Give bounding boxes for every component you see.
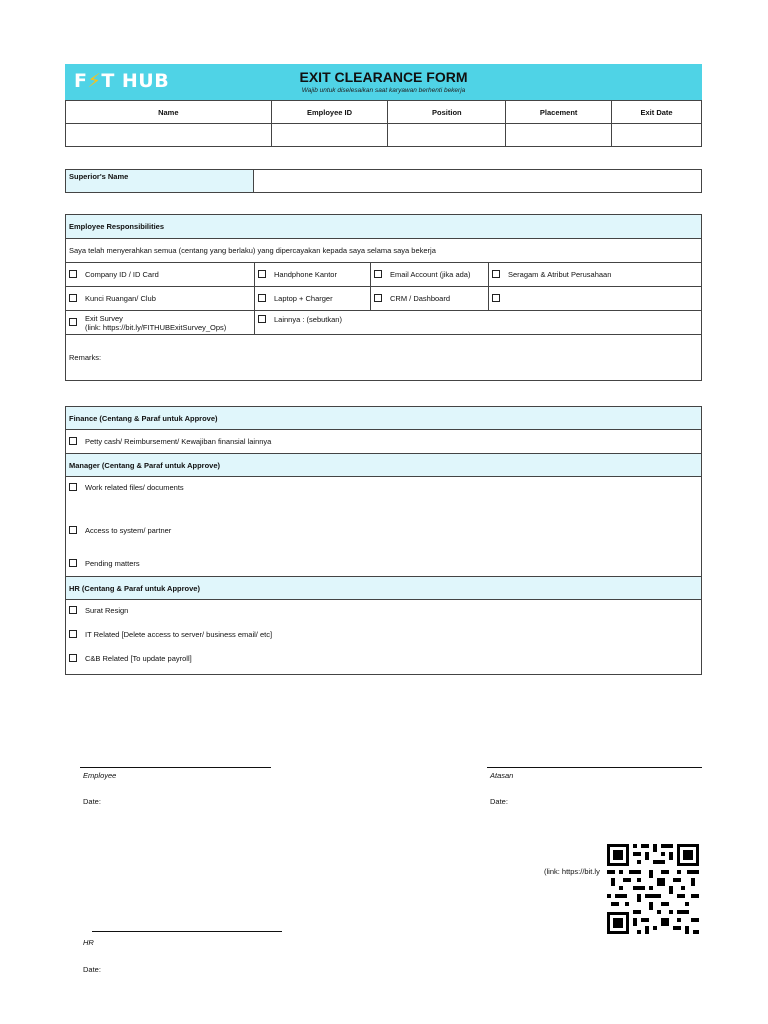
responsibilities-table — [65, 214, 702, 381]
checkbox[interactable] — [69, 318, 77, 326]
name-field[interactable] — [66, 124, 272, 147]
manager-item-access-system[interactable]: Access to system/ partner — [69, 526, 171, 535]
checkbox[interactable] — [258, 270, 266, 278]
hr-item-cb-related[interactable]: C&B Related [To update payroll] — [69, 654, 192, 663]
approvals-table — [65, 406, 702, 675]
hr-signature-line[interactable] — [92, 931, 282, 932]
item-handphone[interactable]: Handphone Kantor — [255, 263, 371, 287]
hr-date-label: Date: — [83, 965, 101, 974]
form-header — [65, 64, 702, 100]
item-kunci-ruangan[interactable]: Kunci Ruangan/ Club — [66, 287, 255, 311]
form-title: EXIT CLEARANCE FORM — [299, 69, 468, 85]
item-seragam[interactable]: Seragam & Atribut Perusahaan — [489, 263, 702, 287]
manager-item-work-files[interactable]: Work related files/ documents — [69, 483, 184, 492]
item-exit-survey[interactable]: Exit Survey (link: https://bit.ly/FITHUBExitSurvey_Ops) — [66, 311, 255, 335]
checkbox[interactable] — [69, 559, 77, 567]
manager-items — [66, 477, 702, 577]
checkbox[interactable] — [258, 315, 266, 323]
item-laptop[interactable]: Laptop + Charger — [255, 287, 371, 311]
checkbox[interactable] — [69, 630, 77, 638]
hr-item-surat-resign[interactable]: Surat Resign — [69, 606, 128, 615]
responsibilities-title: Employee Responsibilities — [66, 215, 702, 239]
item-blank[interactable] — [489, 287, 702, 311]
bolt-icon: ⚡ — [87, 70, 102, 92]
atasan-signature-label: Atasan — [490, 771, 514, 780]
item-crm[interactable]: CRM / Dashboard — [371, 287, 489, 311]
checkbox[interactable] — [69, 606, 77, 614]
checkbox[interactable] — [69, 654, 77, 662]
employee-info-table — [65, 100, 702, 147]
employee-id-field[interactable] — [271, 124, 388, 147]
atasan-signature-line[interactable] — [487, 767, 702, 768]
finance-title: Finance (Centang & Paraf untuk Approve) — [66, 407, 702, 430]
col-exit-date: Exit Date — [612, 101, 702, 124]
checkbox[interactable] — [69, 270, 77, 278]
form-subtitle: Wajib untuk diselesaikan saat karyawan berhenti bekerja — [301, 87, 466, 94]
checkbox[interactable] — [492, 294, 500, 302]
employee-signature-label: Employee — [83, 771, 117, 780]
atasan-date-label: Date: — [490, 797, 508, 806]
hr-title: HR (Centang & Paraf untuk Approve) — [66, 577, 702, 600]
manager-title: Manager (Centang & Paraf untuk Approve) — [66, 454, 702, 477]
remarks-field[interactable]: Remarks: — [66, 335, 702, 381]
col-name: Name — [66, 101, 272, 124]
hr-item-it-related[interactable]: IT Related [Delete access to server/ business email/ etc] — [69, 630, 272, 639]
manager-item-pending-matters[interactable]: Pending matters — [69, 559, 140, 568]
employee-info-header-row — [66, 101, 702, 124]
checkbox[interactable] — [492, 270, 500, 278]
qr-code-icon[interactable] — [606, 843, 700, 935]
checkbox[interactable] — [69, 294, 77, 302]
col-position: Position — [388, 101, 506, 124]
hr-items — [66, 600, 702, 675]
col-employee-id: Employee ID — [271, 101, 388, 124]
exit-date-field[interactable] — [612, 124, 702, 147]
checkbox[interactable] — [258, 294, 266, 302]
item-lainnya[interactable]: Lainnya : (sebutkan) — [255, 311, 702, 335]
position-field[interactable] — [388, 124, 506, 147]
placement-field[interactable] — [506, 124, 612, 147]
responsibilities-statement: Saya telah menyerahkan semua (centang yang berlaku) yang dipercayakan kepada saya selama saya bekerja — [66, 239, 702, 263]
employee-signature-line[interactable] — [80, 767, 271, 768]
superior-name-label: Superior's Name — [66, 170, 254, 193]
checkbox[interactable] — [374, 294, 382, 302]
employee-date-label: Date: — [83, 797, 101, 806]
finance-item-petty-cash[interactable]: Petty cash/ Reimbursement/ Kewajiban finansial lainnya — [66, 430, 702, 454]
superior-table — [65, 169, 702, 193]
qr-link-text: (link: https://bit.ly — [544, 867, 600, 876]
exit-survey-link[interactable]: (link: https://bit.ly/FITHUBExitSurvey_Ops) — [85, 322, 227, 332]
superior-name-field[interactable] — [254, 170, 702, 193]
item-email-account[interactable]: Email Account (jika ada) — [371, 263, 489, 287]
employee-info-input-row — [66, 124, 702, 147]
item-company-id[interactable]: Company ID / ID Card — [66, 263, 255, 287]
checkbox[interactable] — [69, 437, 77, 445]
col-placement: Placement — [506, 101, 612, 124]
checkbox[interactable] — [374, 270, 382, 278]
hr-signature-label: HR — [83, 938, 94, 947]
fithub-logo: F⚡T HUB — [74, 70, 170, 92]
checkbox[interactable] — [69, 526, 77, 534]
checkbox[interactable] — [69, 483, 77, 491]
